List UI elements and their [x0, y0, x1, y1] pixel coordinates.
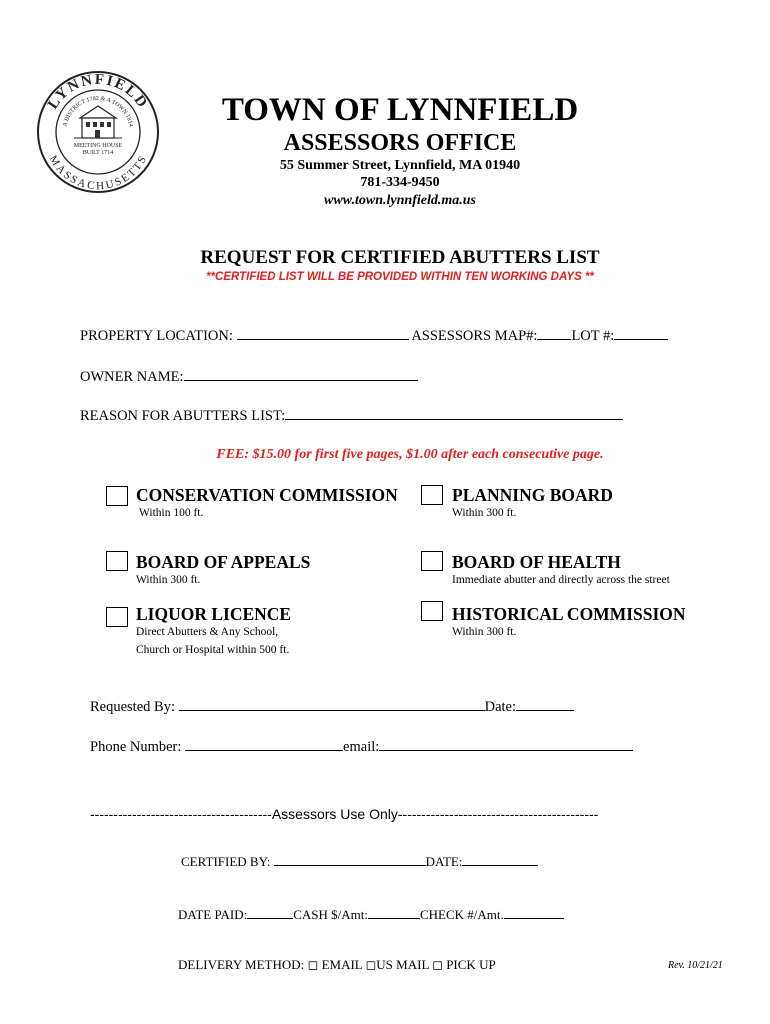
assessors-use-separator — [90, 806, 690, 822]
requested-by-field[interactable] — [179, 697, 485, 711]
assessors-map-label: ASSESSORS MAP#: — [411, 328, 538, 344]
health-label: BOARD OF HEALTH — [452, 552, 621, 572]
cash-label: CASH $/Amt: — [293, 907, 368, 922]
office-title: ASSESSORS OFFICE — [283, 130, 517, 156]
delivery-method-label: DELIVERY METHOD: — [178, 957, 305, 972]
assessors-map-field[interactable] — [537, 326, 571, 340]
liquor-checkbox[interactable] — [106, 607, 128, 627]
office-phone: 781-334-9450 — [360, 175, 440, 190]
property-location-label: PROPERTY LOCATION: — [80, 328, 233, 344]
liquor-label: LIQUOR LICENCE — [136, 604, 292, 624]
certified-by-label: CERTIFIED BY: — [181, 854, 271, 869]
requested-by-line — [90, 697, 574, 716]
owner-name-field[interactable] — [184, 367, 418, 381]
town-seal-logo — [36, 70, 160, 194]
certified-line — [181, 852, 538, 870]
date-label: Date: — [484, 699, 517, 715]
historical-label: HISTORICAL COMMISSION — [452, 604, 686, 624]
meeting-house-icon — [74, 106, 122, 138]
conservation-label: CONSERVATION COMMISSION — [136, 485, 398, 505]
request-title: REQUEST FOR CERTIFIED ABUTTERS LIST — [200, 247, 600, 268]
us-mail-option-label: US MAIL — [376, 957, 429, 972]
svg-text:MASSACHUSETTS — [47, 154, 150, 193]
reason-field[interactable] — [285, 406, 623, 420]
requested-by-label: Requested By: — [90, 699, 175, 715]
planning-checkbox[interactable] — [421, 485, 443, 505]
conservation-checkbox[interactable] — [106, 486, 128, 506]
revision-date: Rev. 10/21/21 — [668, 960, 723, 971]
email-option-checkbox-icon[interactable]: ◻ — [307, 957, 319, 972]
separator-right: ------------------------------------------- — [397, 806, 599, 822]
health-note: Immediate abutter and directly across the street — [452, 574, 670, 586]
fee-notice: FEE: $15.00 for first five pages, $1.00 after each consecutive page. — [216, 447, 604, 462]
office-website[interactable]: www.town.lynnfield.ma.us — [324, 193, 476, 208]
delivery-line — [178, 957, 496, 973]
check-label: CHECK #/Amt. — [420, 907, 504, 922]
payment-line — [178, 905, 564, 923]
appeals-checkbox[interactable] — [106, 551, 128, 571]
liquor-note-2: Church or Hospital within 500 ft. — [136, 644, 290, 656]
date-field[interactable] — [516, 697, 574, 711]
check-field[interactable] — [504, 905, 564, 919]
office-address: 55 Summer Street, Lynnfield, MA 01940 — [279, 158, 521, 173]
liquor-note-1: Direct Abutters & Any School, — [136, 626, 279, 638]
historical-note: Within 300 ft. — [452, 626, 517, 638]
owner-line — [80, 367, 418, 386]
seal-inner-text: A DISTRICT 1782 & A TOWN 1814 — [62, 95, 134, 128]
seal-outer-text: LYNNFIELD — [45, 71, 151, 113]
date-paid-field[interactable] — [247, 905, 293, 919]
phone-number-label: Phone Number: — [90, 739, 182, 755]
pickup-option-checkbox-icon[interactable]: ◻ — [432, 957, 443, 972]
email-option-label: EMAIL — [321, 957, 363, 972]
seal-bottom-text: MASSACHUSETTS — [46, 153, 150, 193]
pickup-option-label: PICK UP — [446, 957, 496, 972]
conservation-note: Within 100 ft. — [139, 507, 204, 519]
reason-line — [80, 406, 623, 425]
certified-date-field[interactable] — [462, 852, 538, 866]
lot-field[interactable] — [614, 326, 668, 340]
certified-by-field[interactable] — [274, 852, 426, 866]
historical-checkbox[interactable] — [421, 601, 443, 621]
phone-email-line — [90, 737, 633, 756]
owner-name-label: OWNER NAME: — [80, 369, 184, 385]
seal-banner-line2: BUILT 1714 — [82, 150, 114, 156]
property-line — [80, 326, 668, 345]
lot-label: LOT #: — [571, 328, 615, 344]
phone-number-field[interactable] — [185, 737, 343, 751]
processing-notice: **CERTIFIED LIST WILL BE PROVIDED WITHIN TEN WORKING DAYS ** — [206, 271, 594, 283]
appeals-note: Within 300 ft. — [136, 574, 201, 586]
cash-field[interactable] — [368, 905, 420, 919]
planning-label: PLANNING BOARD — [452, 485, 613, 505]
us-mail-option-checkbox-icon[interactable]: ◻ — [365, 957, 377, 972]
certified-date-label: DATE: — [425, 854, 463, 869]
health-checkbox[interactable] — [421, 551, 443, 571]
email-field[interactable] — [379, 737, 633, 751]
town-title: TOWN OF LYNNFIELD — [221, 92, 579, 128]
assessors-use-title: Assessors Use Only — [271, 806, 398, 822]
separator-left: --------------------------------------- — [90, 806, 272, 822]
email-label: email: — [343, 739, 380, 755]
property-location-field[interactable] — [237, 326, 409, 340]
reason-label: REASON FOR ABUTTERS LIST: — [80, 408, 286, 424]
appeals-label: BOARD OF APPEALS — [136, 552, 311, 572]
date-paid-label: DATE PAID: — [178, 907, 248, 922]
planning-note: Within 300 ft. — [452, 507, 517, 519]
seal-banner-line1: MEETING HOUSE — [73, 143, 123, 149]
